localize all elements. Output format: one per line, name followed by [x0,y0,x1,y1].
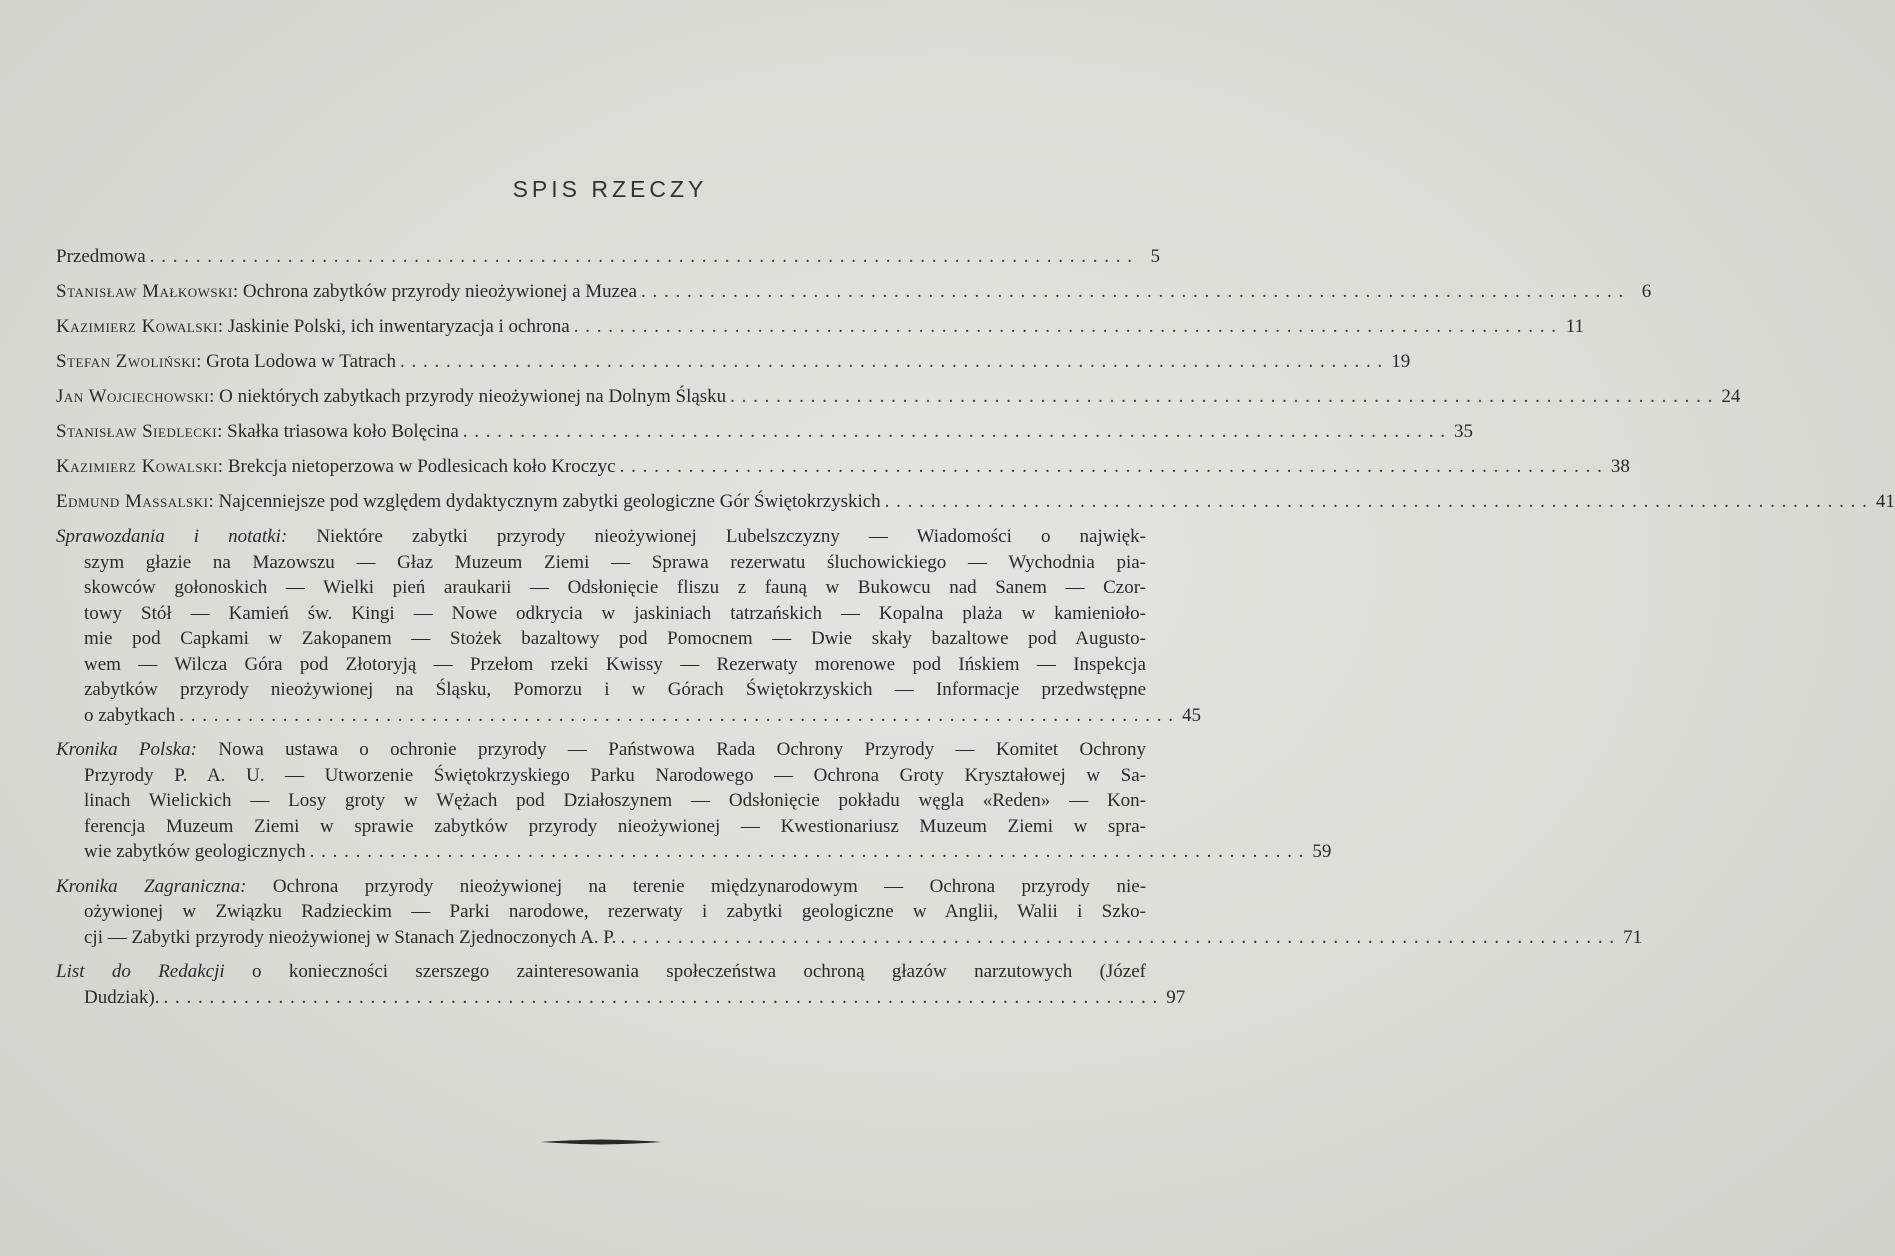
section-line: wie zabytków geologicznych [84,841,306,862]
leader-dots [179,703,1173,729]
page-number: 6 [1641,281,1652,302]
entry-author: Kazimierz Kowalski [56,456,218,477]
toc-entry [56,384,1741,410]
page-number: 38 [1610,456,1630,477]
toc-section-reports [56,524,1202,728]
page-title: SPIS RZECZY [512,176,708,202]
section-line: cji — Zabytki przyrody nieożywionej w Stanach Zjednoczonych A. P. [84,926,617,948]
toc-entry [56,419,1474,445]
entry-author: Jan Wojciechowski [56,386,210,407]
leader-dots [400,349,1382,375]
table-of-contents [56,244,1895,1019]
page-number: 35 [1454,421,1474,442]
entry-title: : Jaskinie Polski, ich inwentaryzacja i ochrona [217,316,570,337]
section-heading: Kronika Zagraniczna: [56,875,247,897]
section-line: Niektóre zabytki przyrody nieożywionej Lubelszczyzny — Wiadomości o najwięk- [316,526,1146,547]
section-heading: Kronika Polska: [56,739,197,760]
leader-dots [885,489,1867,515]
entry-title: : Skałka triasowa koło Bolęcina [217,421,459,442]
leader-dots [463,419,1445,445]
section-line: Przyrody P. A. U. — Utworzenie Świętokrzyskiego Parku Narodowego — Ochrona Groty Kryształowej w Sa- [84,764,1146,786]
toc-entry [56,349,1411,375]
entry-title: : Grota Lodowa w Tatrach [196,351,396,372]
leader-dots [620,925,1614,951]
page-number: 5 [1150,246,1160,267]
section-line: Dudziak). [84,986,160,1008]
section-line: towy Stół — Kamień św. Kingi — Nowe odkrycia w jaskiniach tatrzańskich — Kopalna plaża w kamienioło- [84,602,1146,624]
section-heading: Sprawozdania i notatki: [56,526,288,547]
entry-title: : Brekcja nietoperzowa w Podlesicach koło Kroczyc [217,456,616,477]
page-number: 59 [1312,841,1332,862]
entry-title: : Ochrona zabytków przyrody nieożywionej a Muzea [232,281,637,302]
entry-author: Edmund Massalski [56,491,209,512]
page-number: 97 [1166,986,1186,1008]
entry-author: Stefan Zwoliński [56,351,197,372]
leader-dots [310,839,1304,865]
section-line: o konieczności szerszego zainteresowania społeczeństwa ochroną głazów narzutowych (Józef [252,961,1146,982]
section-line: skowców gołonoskich — Wielki pień araukarii — Odsłonięcie fliszu z fauną w Bukowcu nad Sanem — Czor- [84,577,1146,598]
section-line: o zabytkach [84,704,176,726]
leader-dots [574,314,1556,340]
page-number: 19 [1391,351,1411,372]
decorative-rule [540,1139,662,1145]
leader-dots [620,454,1602,480]
entry-author: Stanisław Siedlecki [56,421,218,442]
section-line: ferencja Muzeum Ziemi w sprawie zabytków przyrody nieożywionej — Kwestionariusz Muzeum Ziemi w spra- [84,815,1146,837]
page-number: 71 [1623,926,1643,948]
page-number: 41 [1875,491,1895,512]
section-line: Nowa ustawa o ochronie przyrody — Państwowa Rada Ochrony Przyrody — Komitet Ochrony [218,739,1147,760]
section-line: zabytków przyrody nieożywionej na Śląsku, Pomorzu i w Górach Świętokrzyskich — Informacje przedwstępne [84,679,1146,700]
toc-entry-preface [56,244,1160,270]
toc-section-polish-chronicle [56,737,1332,865]
page-number: 45 [1182,704,1202,726]
section-line: ożywionej w Związku Radzieckim — Parki narodowe, rezerwaty i zabytki geologiczne w Anglii, Walii i Szko- [84,901,1146,922]
section-line: Ochrona przyrody nieożywionej na terenie międzynarodowym — Ochrona przyrody nie- [272,875,1147,897]
section-line: szym głazie na Mazowszu — Głaz Muzeum Ziemi — Sprawa rezerwatu śluchowickiego — Wychodnia pia- [84,551,1146,573]
section-line: linach Wielickich — Losy groty w Wężach pod Działoszynem — Odsłonięcie pokładu węgla «Reden» — Kon- [84,790,1146,811]
entry-title: : Najcenniejsze pod względem dydaktycznym zabytki geologiczne Gór Świętokrzyskich [208,491,881,512]
toc-section-foreign-chronicle [56,874,1643,951]
toc-entry [56,314,1584,340]
toc-entry [56,489,1895,515]
page-number: 24 [1721,386,1741,407]
entry-author: Kazimierz Kowalski [56,316,218,337]
entry-title: : O niektórych zabytkach przyrody nieożywionej na Dolnym Śląsku [209,386,727,407]
leader-dots [163,985,1157,1011]
section-line: wem — Wilcza Góra pod Złotoryją — Przełom rzeki Kwissy — Rezerwaty morenowe pod Ińskiem — Inspekcja [84,653,1146,675]
toc-entry [56,279,1652,305]
section-heading: List do Redakcji [56,961,225,982]
toc-section-letter [56,959,1186,1010]
entry-title: Przedmowa [56,246,146,267]
leader-dots [641,279,1623,305]
section-line: mie pod Capkami w Zakopanem — Stożek bazaltowy pod Pomocnem — Dwie skały bazaltowe pod Augusto- [84,628,1146,649]
page-number: 11 [1565,316,1584,337]
leader-dots [150,244,1132,270]
entry-author: Stanisław Małkowski [56,281,233,302]
leader-dots [730,384,1712,410]
toc-entry [56,454,1630,480]
